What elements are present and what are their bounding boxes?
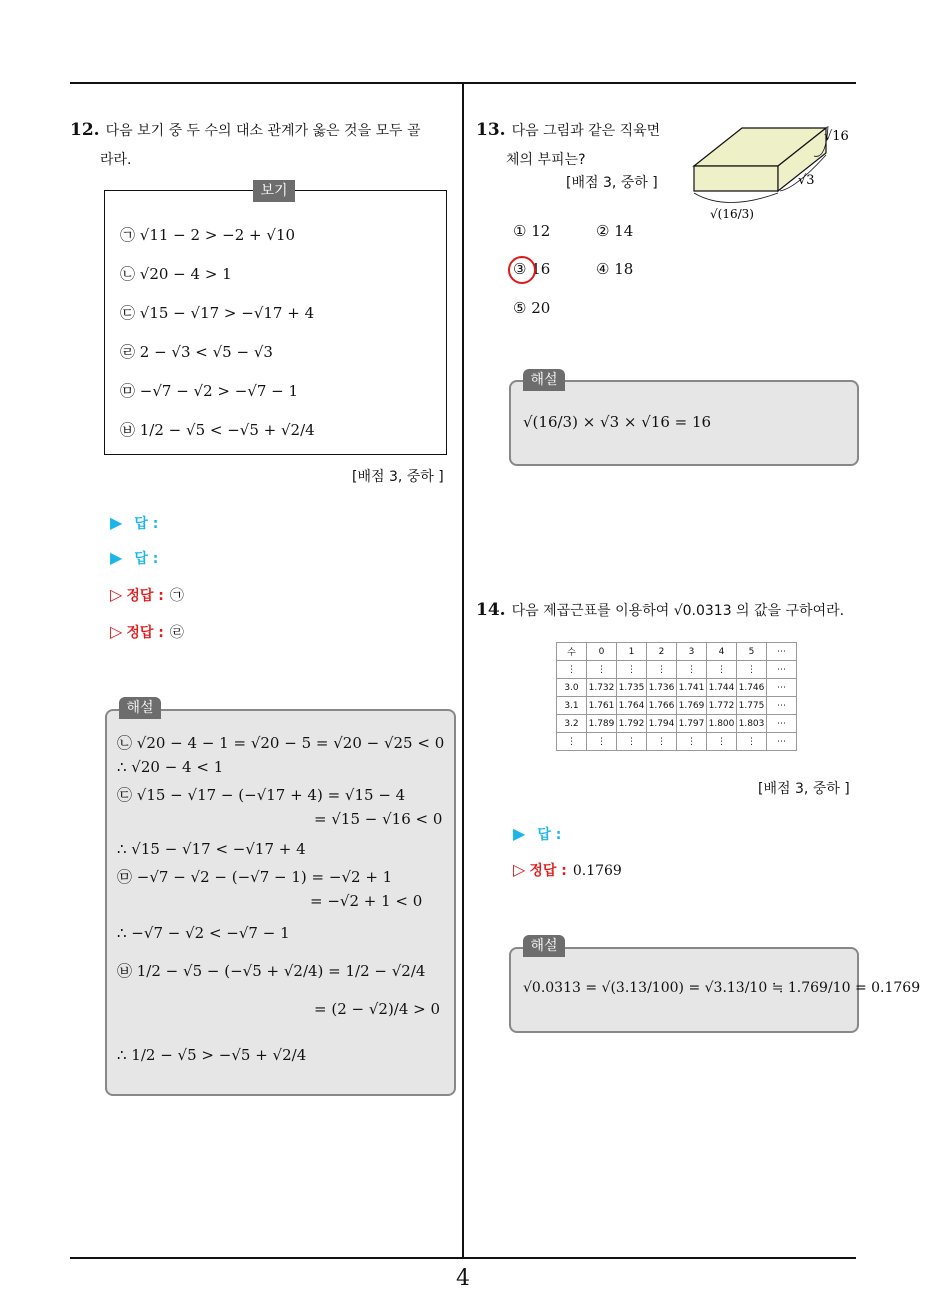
table-cell: 4: [707, 643, 737, 661]
answer-label: 답 :: [134, 516, 159, 532]
q12-answer-2: [110, 548, 158, 568]
play-icon: ▶: [513, 824, 526, 843]
q13-text-line2: 체의 부피는?: [506, 152, 586, 168]
table-cell: 1.736: [647, 679, 677, 697]
q13-meta: [배점 3, 중하 ]: [566, 175, 658, 191]
q12-solution-title: 해설: [119, 697, 161, 719]
sol-line: ㉢ √15 − √17 − (−√17 + 4) = √15 − 4: [117, 786, 406, 804]
table-cell: 수: [557, 643, 587, 661]
sol-line: ∴ √15 − √17 < −√17 + 4: [117, 840, 306, 858]
outline-triangle-icon: ▷: [110, 585, 123, 604]
q14-text-line: 다음 제곱근표를 이용하여 √0.0313 의 값을 구하여라.: [511, 603, 845, 619]
bogi-item-1: ㉠ √11 − 2 > −2 + √10: [120, 226, 296, 244]
q12-text: [70, 116, 455, 174]
figure-label-depth: √3: [798, 173, 815, 188]
table-cell: ⋮: [587, 661, 617, 679]
table-header-row: [557, 643, 797, 661]
table-cell: 1.792: [617, 715, 647, 733]
table-cell: 1.772: [707, 697, 737, 715]
play-icon: ▶: [110, 513, 123, 532]
table-cell: 1.769: [677, 697, 707, 715]
option-1[interactable]: ① 12: [513, 222, 551, 240]
table-cell: 1.800: [707, 715, 737, 733]
table-cell: ⋯: [767, 643, 797, 661]
table-cell: ⋮: [707, 733, 737, 751]
q14-text: [476, 596, 861, 625]
table-cell: ⋯: [767, 733, 797, 751]
answer-label: 답 :: [134, 551, 159, 567]
table-cell: ⋯: [767, 715, 797, 733]
q14-solution-title: 해설: [523, 935, 565, 957]
q14-correct: [513, 860, 622, 880]
table-cell: 1.775: [737, 697, 767, 715]
q14-answer: [513, 824, 561, 844]
q12-meta: [배점 3, 중하 ]: [352, 469, 444, 485]
table-cell: ⋮: [617, 733, 647, 751]
table-cell: 1.732: [587, 679, 617, 697]
table-cell: ⋮: [587, 733, 617, 751]
table-cell: ⋮: [557, 733, 587, 751]
table-cell: 1: [617, 643, 647, 661]
bogi-item-6: ㉥ 1/2 − √5 < −√5 + √2/4: [120, 421, 315, 439]
table-cell: 3.0: [557, 679, 587, 697]
table-cell: 1.797: [677, 715, 707, 733]
q13-solution-title: 해설: [523, 369, 565, 391]
table-cell: 1.735: [617, 679, 647, 697]
correct-label: 정답 :: [126, 625, 164, 641]
q14-solution-line: √0.0313 = √(3.13/100) = √3.13/10 ≒ 1.769/10 = 0.1769: [523, 980, 921, 996]
sol-line: ∴ −√7 − √2 < −√7 − 1: [117, 924, 290, 942]
table-cell: 1.766: [647, 697, 677, 715]
sol-line: ∴ √20 − 4 < 1: [117, 758, 224, 776]
table-cell: 1.741: [677, 679, 707, 697]
table-cell: 1.803: [737, 715, 767, 733]
outline-triangle-icon: ▷: [110, 622, 123, 641]
bogi-item-2: ㉡ √20 − 4 > 1: [120, 265, 232, 283]
table-cell: 1.761: [587, 697, 617, 715]
table-row: [557, 697, 797, 715]
table-cell: 1.794: [647, 715, 677, 733]
selected-answer-circle: [508, 256, 536, 284]
q12-text-line1: 다음 보기 중 두 수의 대소 관계가 옳은 것을 모두 골: [105, 123, 421, 139]
bogi-item-4: ㉣ 2 − √3 < √5 − √3: [120, 343, 273, 361]
table-cell: 3: [677, 643, 707, 661]
table-cell: ⋮: [647, 733, 677, 751]
table-cell: 1.789: [587, 715, 617, 733]
table-cell: 0: [587, 643, 617, 661]
figure-label-width: √(16/3): [710, 207, 754, 221]
table-cell: 1.744: [707, 679, 737, 697]
sol-line: ㉥ 1/2 − √5 − (−√5 + √2/4) = 1/2 − √2/4: [117, 962, 426, 980]
correct-value: ㉣: [169, 625, 184, 641]
sol-line: ㉤ −√7 − √2 − (−√7 − 1) = −√2 + 1: [117, 868, 393, 886]
bogi-title: 보기: [253, 180, 295, 202]
bottom-rule: [70, 1257, 856, 1259]
table-cell: ⋮: [557, 661, 587, 679]
table-cell: 5: [737, 643, 767, 661]
sol-line: ∴ 1/2 − √5 > −√5 + √2/4: [117, 1046, 307, 1064]
correct-value: 0.1769: [572, 863, 622, 879]
q12-correct-1: [110, 585, 184, 605]
q14-number: 14.: [476, 600, 506, 620]
correct-label: 정답 :: [529, 863, 567, 879]
table-cell: ⋯: [767, 661, 797, 679]
table-cell: ⋮: [617, 661, 647, 679]
sol-line: = √15 − √16 < 0: [314, 810, 443, 828]
table-cell: ⋮: [737, 661, 767, 679]
table-cell: 1.746: [737, 679, 767, 697]
table-cell: ⋮: [677, 733, 707, 751]
table-cell: ⋮: [737, 733, 767, 751]
table-cell: 3.2: [557, 715, 587, 733]
table-row: [557, 679, 797, 697]
correct-label: 정답 :: [126, 588, 164, 604]
correct-value: ㉠: [169, 588, 184, 604]
q13-solution-line: √(16/3) × √3 × √16 = 16: [523, 413, 712, 431]
sol-line: = −√2 + 1 < 0: [310, 892, 423, 910]
table-row: [557, 733, 797, 751]
table-cell: ⋮: [707, 661, 737, 679]
table-cell: ⋮: [647, 661, 677, 679]
table-cell: 1.764: [617, 697, 647, 715]
q13-text: [476, 116, 686, 174]
table-row: [557, 661, 797, 679]
q12-text-line2: 라라.: [100, 152, 132, 168]
q14-meta: [배점 3, 중하 ]: [758, 781, 850, 797]
play-icon: ▶: [110, 548, 123, 567]
table-cell: ⋯: [767, 697, 797, 715]
outline-triangle-icon: ▷: [513, 860, 526, 879]
bogi-item-5: ㉤ −√7 − √2 > −√7 − 1: [120, 382, 299, 400]
sol-line: ㉡ √20 − 4 − 1 = √20 − 5 = √20 − √25 < 0: [117, 734, 445, 752]
table-cell: 3.1: [557, 697, 587, 715]
figure-label-height: √16: [824, 129, 849, 144]
square-root-table: [556, 642, 797, 751]
q12-correct-2: [110, 622, 184, 642]
option-2[interactable]: ② 14: [596, 222, 634, 240]
column-divider: [462, 83, 464, 1258]
q12-number: 12.: [70, 120, 100, 140]
table-row: [557, 715, 797, 733]
q12-answer-1: [110, 513, 158, 533]
cuboid-figure: [686, 118, 856, 233]
table-cell: 2: [647, 643, 677, 661]
bogi-item-3: ㉢ √15 − √17 > −√17 + 4: [120, 304, 315, 322]
q13-number: 13.: [476, 120, 506, 140]
page-number: 4: [456, 1266, 470, 1291]
option-3[interactable]: ③ 16: [513, 260, 551, 278]
table-cell: ⋯: [767, 679, 797, 697]
option-4[interactable]: ④ 18: [596, 260, 634, 278]
table-cell: ⋮: [677, 661, 707, 679]
sol-line: = (2 − √2)/4 > 0: [314, 1000, 441, 1018]
answer-label: 답 :: [537, 827, 562, 843]
q13-text-line1: 다음 그림과 같은 직육면: [511, 123, 661, 139]
option-5[interactable]: ⑤ 20: [513, 299, 551, 317]
